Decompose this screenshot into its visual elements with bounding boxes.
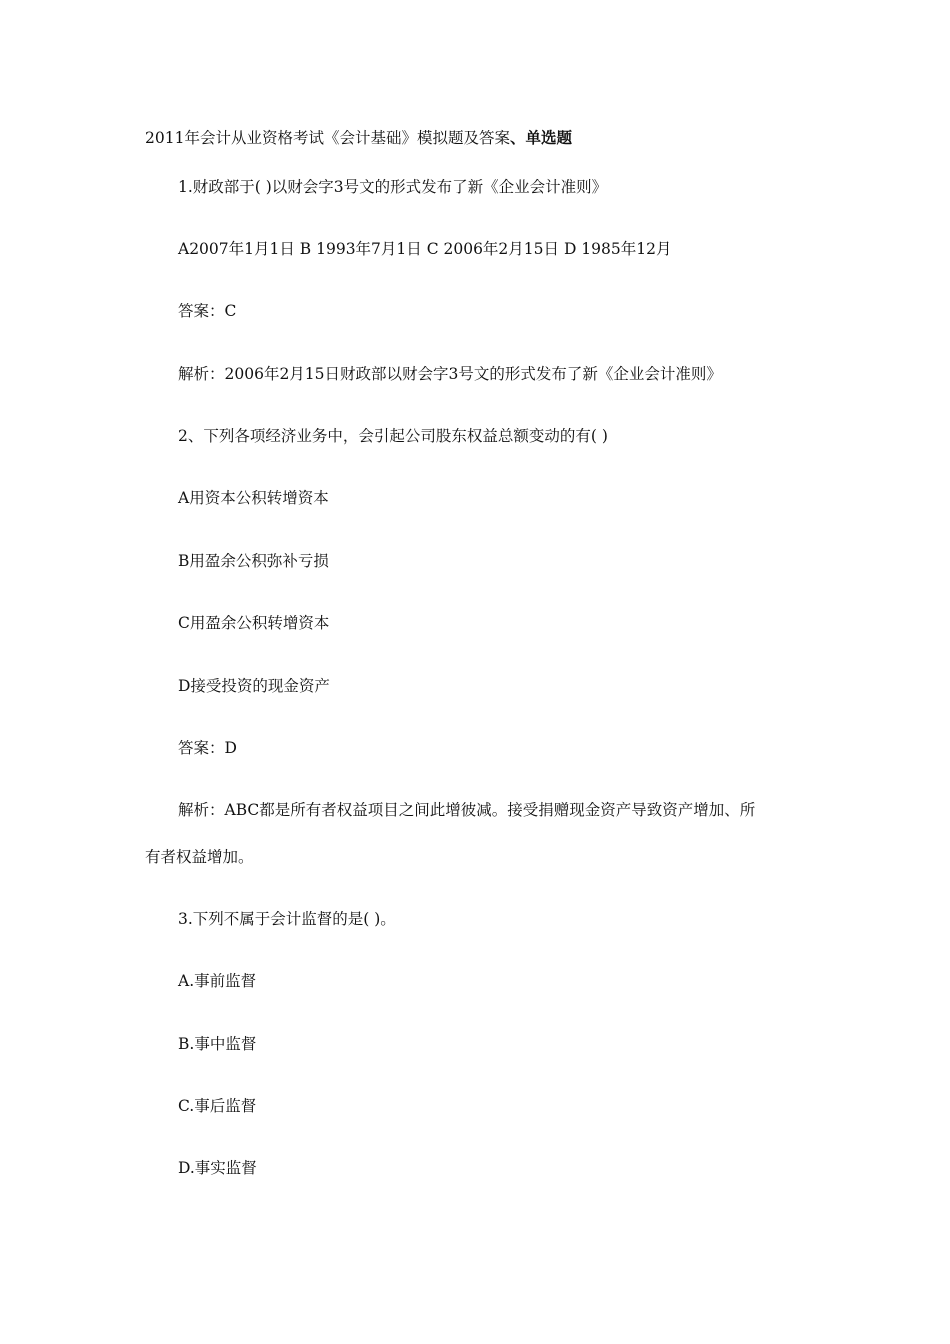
q1-options: A2007年1月1日 B 1993年7月1日 C 2006年2月15日 D 1985年12月 (178, 240, 672, 258)
q2-option-c: C用盈余公积转增资本 (178, 614, 330, 632)
document-title (145, 128, 572, 148)
q3-option-d: D.事实监督 (178, 1159, 257, 1177)
q1-analysis: 解析：2006年2月15日财政部以财会字3号文的形式发布了新《企业会计准则》 (178, 365, 722, 383)
q2-analysis-line2: 有者权益增加。 (145, 848, 254, 866)
title-bold-text: 、单选题 (509, 128, 572, 147)
title-text: 2011年会计从业资格考试《会计基础》模拟题及答案 (145, 129, 510, 147)
q1-question: 1.财政部于( )以财会字3号文的形式发布了新《企业会计准则》 (178, 178, 608, 196)
q2-option-b: B用盈余公积弥补亏损 (178, 552, 329, 570)
q2-analysis-line1: 解析：ABC都是所有者权益项目之间此增彼减。接受捐赠现金资产导致资产增加、所 (178, 801, 756, 819)
q2-question: 2、下列各项经济业务中，会引起公司股东权益总额变动的有( ) (178, 427, 608, 445)
q3-option-a: A.事前监督 (178, 972, 257, 990)
q2-option-d: D接受投资的现金资产 (178, 677, 330, 695)
q1-answer: 答案：C (178, 302, 237, 320)
q3-option-b: B.事中监督 (178, 1035, 257, 1053)
q3-question: 3.下列不属于会计监督的是( )。 (178, 910, 396, 928)
q2-option-a: A用资本公积转增资本 (178, 489, 329, 507)
q3-option-c: C.事后监督 (178, 1097, 257, 1115)
q2-answer: 答案：D (178, 739, 237, 757)
